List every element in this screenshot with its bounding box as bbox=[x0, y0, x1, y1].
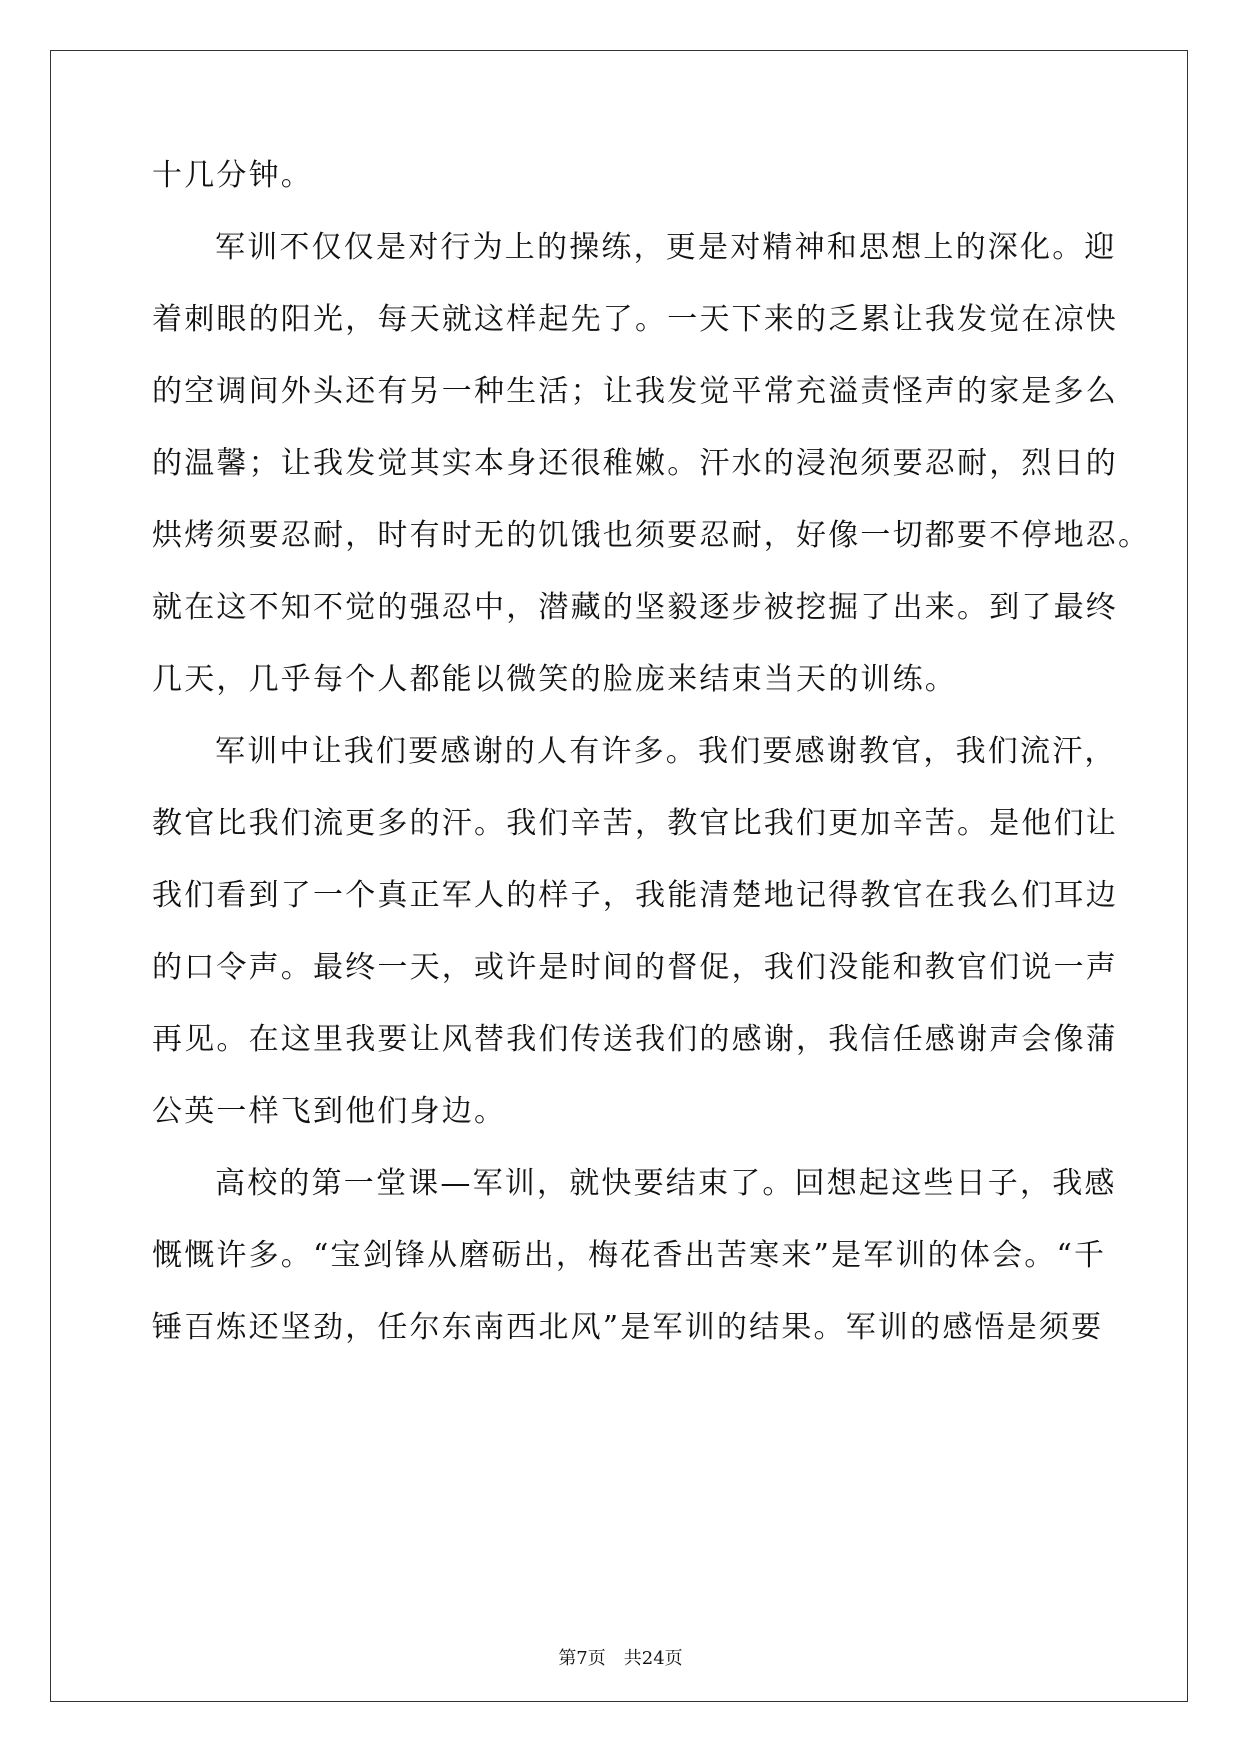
text-line: 慨慨许多。“宝剑锋从磨砺出，梅花香出苦寒来”是军训的体会。“千 bbox=[152, 1238, 1107, 1273]
text-line: 十几分钟。 bbox=[152, 158, 313, 193]
text-line: 再见。在这里我要让风替我们传送我们的感谢，我信任感谢声会像蒲 bbox=[152, 1022, 1118, 1057]
text-line: 我们看到了一个真正军人的样子，我能清楚地记得教官在我么们耳边 bbox=[152, 878, 1118, 913]
text-line: 的口令声。最终一天，或许是时间的督促，我们没能和教官们说一声 bbox=[152, 950, 1118, 985]
text-line: 锤百炼还坚劲，任尔东南西北风”是军训的结果。军训的感悟是须要 bbox=[152, 1310, 1104, 1345]
paragraph-start-line: 军训中让我们要感谢的人有许多。我们要感谢教官，我们流汗， bbox=[215, 734, 1117, 769]
text-line: 教官比我们流更多的汗。我们辛苦，教官比我们更加辛苦。是他们让 bbox=[152, 806, 1118, 841]
text-line: 就在这不知不觉的强忍中，潜藏的坚毅逐步被挖掘了出来。到了最终 bbox=[152, 590, 1118, 625]
text-line: 公英一样飞到他们身边。 bbox=[152, 1094, 507, 1129]
text-line: 的空调间外头还有另一种生活；让我发觉平常充溢责怪声的家是多么 bbox=[152, 374, 1118, 409]
paragraph-start-line: 军训不仅仅是对行为上的操练，更是对精神和思想上的深化。迎 bbox=[215, 230, 1117, 265]
page-number-label: 第7页 bbox=[558, 1648, 606, 1669]
text-line: 着刺眼的阳光，每天就这样起先了。一天下来的乏累让我发觉在凉快 bbox=[152, 302, 1118, 337]
total-pages-label: 共24页 bbox=[623, 1648, 683, 1669]
text-line: 烘烤须要忍耐，时有时无的饥饿也须要忍耐，好像一切都要不停地忍。 bbox=[152, 518, 1151, 553]
page-footer bbox=[0, 1648, 1241, 1670]
text-line: 的温馨；让我发觉其实本身还很稚嫩。汗水的浸泡须要忍耐，烈日的 bbox=[152, 446, 1118, 481]
text-line: 几天，几乎每个人都能以微笑的脸庞来结束当天的训练。 bbox=[152, 662, 957, 697]
paragraph-start-line: 高校的第一堂课—军训，就快要结束了。回想起这些日子，我感 bbox=[215, 1166, 1117, 1201]
